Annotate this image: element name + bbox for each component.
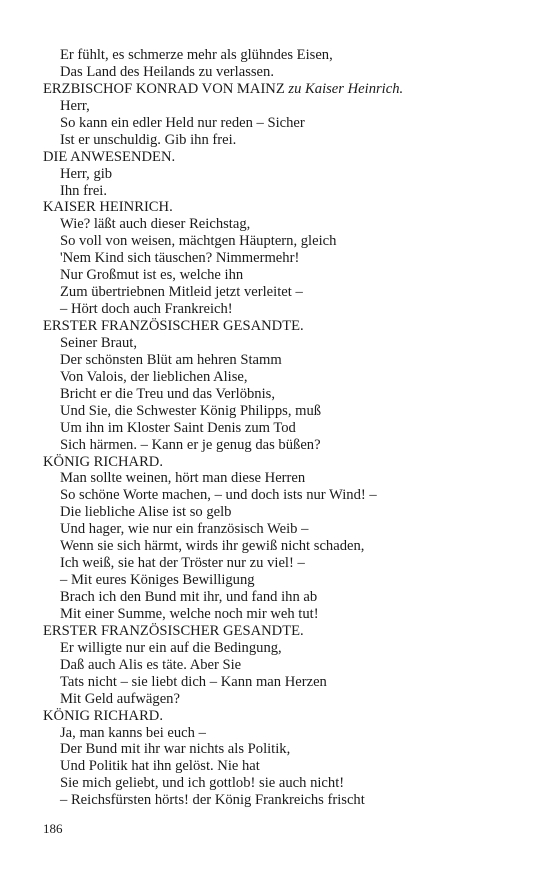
verse-text: So voll von weisen, mächtgen Häuptern, gleich <box>60 233 337 250</box>
verse-text: Brach ich den Bund mit ihr, und fand ihn ab <box>60 589 318 605</box>
verse-text: Sie mich geliebt, und ich gottlob! sie auch nicht! <box>60 775 345 792</box>
speaker-name: KÖNIG RICHARD. <box>43 453 163 470</box>
verse-line <box>43 420 523 437</box>
verse-line <box>43 640 523 657</box>
verse-line <box>43 758 523 775</box>
verse-line <box>43 657 523 674</box>
speaker-line <box>43 149 523 166</box>
verse-text: Der schönsten Blüt am hehren Stamm <box>60 351 282 368</box>
verse-text: So schöne Worte machen, – und doch ists nur Wind! – <box>60 487 377 504</box>
verse-line <box>43 335 523 352</box>
speaker-line <box>43 81 523 98</box>
verse-text: Mit Geld aufwägen? <box>60 690 180 707</box>
verse-line <box>43 487 523 504</box>
verse-line <box>43 470 523 487</box>
speaker-name: ERSTER FRANZÖSISCHER GESANDTE. <box>43 622 304 639</box>
verse-line <box>43 183 523 200</box>
verse-text: Das Land des Heilands zu verlassen. <box>60 63 274 80</box>
verse-line <box>43 674 523 691</box>
verse-text: – Mit eures Königes Bewilligung <box>60 572 255 589</box>
verse-text: Und Sie, die Schwester König Philipps, muß <box>60 402 322 419</box>
verse-line <box>43 589 523 606</box>
verse-text: Herr, <box>60 97 90 114</box>
verse-line <box>43 403 523 420</box>
verse-text: Er willigte nur ein auf die Bedingung, <box>60 639 282 656</box>
page-number: 186 <box>43 821 63 836</box>
verse-text: Ich weiß, sie hat der Tröster nur zu viel! – <box>60 555 305 572</box>
speaker-line <box>43 708 523 725</box>
verse-text: Von Valois, der lieblichen Alise, <box>60 368 248 385</box>
verse-text: Man sollte weinen, hört man diese Herren <box>60 470 306 487</box>
verse-line <box>43 386 523 403</box>
verse-line <box>43 504 523 521</box>
verse-line <box>43 606 523 623</box>
speaker-name: ERSTER FRANZÖSISCHER GESANDTE. <box>43 318 304 334</box>
verse-text: Seiner Braut, <box>60 334 138 351</box>
verse-text: Bricht er die Treu und das Verlöbnis, <box>60 385 275 402</box>
drama-text <box>43 47 523 809</box>
verse-line <box>43 369 523 386</box>
speaker-line <box>43 199 523 216</box>
verse-text: Die liebliche Alise ist so gelb <box>60 504 232 521</box>
verse-text: 'Nem Kind sich täuschen? Nimmermehr! <box>60 250 300 267</box>
verse-line <box>43 98 523 115</box>
speaker-line <box>43 318 523 335</box>
speaker-name: KÖNIG RICHARD. <box>43 707 163 724</box>
verse-text: Und Politik hat ihn gelöst. Nie hat <box>60 758 260 775</box>
speaker-line <box>43 454 523 471</box>
verse-text: Um ihn im Kloster Saint Denis zum Tod <box>60 419 296 436</box>
verse-line <box>43 132 523 149</box>
verse-text: Daß auch Alis es täte. Aber Sie <box>60 656 242 673</box>
verse-line <box>43 47 523 64</box>
verse-line <box>43 284 523 301</box>
verse-text: Er fühlt, es schmerze mehr als glühndes Eisen, <box>60 47 333 63</box>
verse-line <box>43 64 523 81</box>
speaker-name: DIE ANWESENDEN. <box>43 148 176 165</box>
verse-line <box>43 216 523 233</box>
verse-line <box>43 792 523 809</box>
speaker-line <box>43 623 523 640</box>
verse-text: – Reichsfürsten hörts! der König Frankreichs frischt <box>60 792 365 809</box>
stage-direction: zu Kaiser Heinrich. <box>288 80 404 97</box>
verse-line <box>43 166 523 183</box>
verse-text: Wie? läßt auch dieser Reichstag, <box>60 216 251 233</box>
verse-line <box>43 741 523 758</box>
verse-line <box>43 775 523 792</box>
verse-text: Mit einer Summe, welche noch mir weh tut! <box>60 605 319 622</box>
verse-line <box>43 301 523 318</box>
verse-text: Ja, man kanns bei euch – <box>60 724 206 741</box>
verse-text: Nur Großmut ist es, welche ihn <box>60 267 244 284</box>
verse-line <box>43 437 523 454</box>
verse-line <box>43 555 523 572</box>
verse-line <box>43 691 523 708</box>
verse-text: Herr, gib <box>60 165 113 182</box>
speaker-name: ERZBISCHOF KONRAD VON MAINZ <box>43 80 289 97</box>
verse-line <box>43 115 523 132</box>
verse-text: Ihn frei. <box>60 182 108 199</box>
verse-line <box>43 572 523 589</box>
verse-text: – Hört doch auch Frankreich! <box>60 301 233 318</box>
verse-text: Wenn sie sich härmt, wirds ihr gewiß nicht schaden, <box>60 538 365 555</box>
verse-line <box>43 233 523 250</box>
verse-text: So kann ein edler Held nur reden – Sicher <box>60 114 305 131</box>
verse-text: Der Bund mit ihr war nichts als Politik, <box>60 741 291 758</box>
verse-line <box>43 352 523 369</box>
verse-line <box>43 521 523 538</box>
speaker-name: KAISER HEINRICH. <box>43 199 173 216</box>
verse-line <box>43 725 523 742</box>
verse-text: Ist er unschuldig. Gib ihn frei. <box>60 131 237 148</box>
verse-text: Tats nicht – sie liebt dich – Kann man Herzen <box>60 673 327 690</box>
verse-text: Und hager, wie nur ein französisch Weib – <box>60 521 309 538</box>
verse-text: Sich härmen. – Kann er je genug das büßen? <box>60 436 321 453</box>
verse-text: Zum übertriebnen Mitleid jetzt verleitet – <box>60 284 303 301</box>
verse-line <box>43 538 523 555</box>
verse-line <box>43 250 523 267</box>
verse-line <box>43 267 523 284</box>
